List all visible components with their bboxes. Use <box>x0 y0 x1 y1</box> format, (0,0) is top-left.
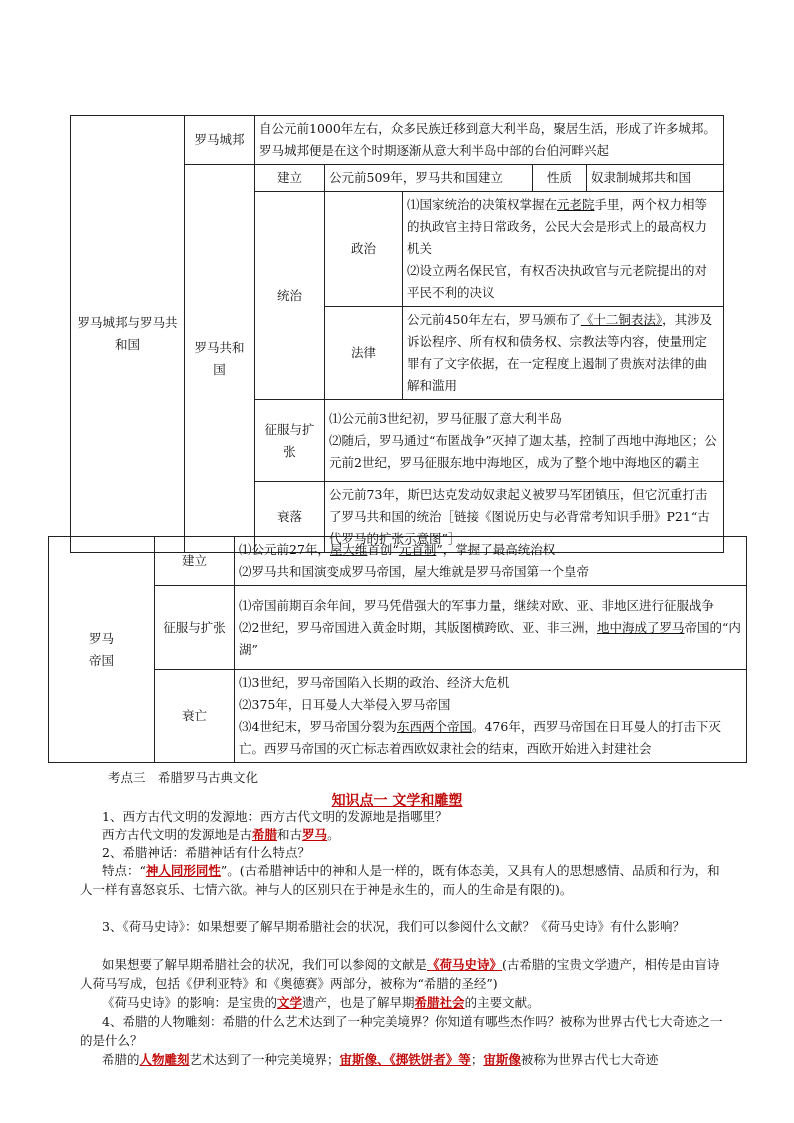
question-1: 1、西方古代文明的发源地：西方古代文明的发源地是指哪里？ <box>102 809 448 824</box>
establish-text: 公元前509年，罗马共和国建立 <box>325 165 533 192</box>
law-label: 法律 <box>325 307 403 400</box>
roman-republic-table <box>70 115 724 553</box>
rule-label: 统治 <box>255 192 325 400</box>
decline-label: 衰落 <box>255 482 325 553</box>
empire-decline-label: 衰亡 <box>155 670 235 763</box>
empire-establish-text: ⑴公元前27年，屋大维首创“元首制”，掌握了最高统治权 ⑵罗马共和国演变成罗马帝国，屋大维就是罗马帝国第一个皇帝 <box>235 537 747 586</box>
politics-label: 政治 <box>325 192 403 307</box>
section-label-empire: 罗马帝国 <box>49 537 155 763</box>
law-text: 公元前450年左右，罗马颁布了《十二铜表法》，其涉及诉讼程序、所有权和债务权、宗教法等内容，使量刑定罪有了文字依据，在一定程度上遏制了贵族对法律的曲解和滥用 <box>403 307 724 400</box>
establish-label: 建立 <box>255 165 325 192</box>
politics-text: ⑴国家统治的决策权掌握在元老院手里，两个权力相等的执政官主持日常政务，公民大会是形式上的最高权力机关 ⑵设立两名保民官，有权否决执政官与元老院提出的对平民不利的决议 <box>403 192 724 307</box>
city-state-label: 罗马城邦 <box>185 116 255 165</box>
empire-decline-text: ⑴3世纪，罗马帝国陷入长期的政治、经济大危机 ⑵375年，日耳曼人大举侵入罗马帝国 ⑶4世纪末，罗马帝国分裂为东西两个帝国。476年，西罗马帝国在日耳曼人的打击下灭亡。西罗马帝国的灭亡标志着西欧奴隶社会的结束，西欧开始进入封建社会 <box>235 670 747 763</box>
section-label-republic: 罗马城邦与罗马共和国 <box>71 116 185 553</box>
empire-conquest-label: 征服与扩张 <box>155 586 235 670</box>
republic-label: 罗马共和国 <box>185 165 255 553</box>
question-2: 2、希腊神话：希腊神话有什么特点？ <box>102 845 310 860</box>
empire-establish-label: 建立 <box>155 537 235 586</box>
answer-3: 如果想要了解早期希腊社会的状况，我们可以参阅的文献是《荷马史诗》(古希腊的宝贵文学遗产，相传是由盲诗人荷马写成，包括《伊利亚特》和《奥德赛》两部分，被称为“希腊的圣经”) <box>80 957 720 991</box>
answer-4: 希腊的人物雕刻艺术达到了一种完美境界；宙斯像、《掷铁饼者》等；宙斯像被称为世界古代七大奇迹 <box>102 1052 659 1067</box>
answer-2: 特点：“神人同形同性”。(古希腊神话中的神和人是一样的，既有体态美，又具有人的思想感情、品质和行为，和人一样有喜怒哀乐、七情六欲。神与人的区别只在于神是永生的，而人的生命是有限的)。 <box>80 863 720 897</box>
question-3: 3、《荷马史诗》：如果想要了解早期希腊社会的状况，我们可以参阅什么文献？《荷马史诗》有什么影响？ <box>102 919 685 934</box>
roman-empire-table <box>48 536 747 763</box>
city-state-text: 自公元前1000年左右，众多民族迁移到意大利半岛，聚居生活，形成了许多城邦。罗马城邦便是在这个时期逐渐从意大利半岛中部的台伯河畔兴起 <box>255 116 724 165</box>
nature-label: 性质 <box>533 165 587 192</box>
decline-text: 公元前73年，斯巴达克发动奴隶起义被罗马军团镇压，但它沉重打击了罗马共和国的统治［链接《图说历史与必背常考知识手册》P21“古代罗马的扩张示意图”］ <box>325 482 724 553</box>
conquest-label: 征服与扩张 <box>255 400 325 482</box>
empire-conquest-text: ⑴帝国前期百余年间，罗马凭借强大的军事力量，继续对欧、亚、非地区进行征服战争 ⑵2世纪，罗马帝国进入黄金时期，其版图横跨欧、亚、非三洲，地中海成了罗马帝国的“内湖” <box>235 586 747 670</box>
knowledge-title: 知识点一 文学和雕塑 <box>331 793 463 809</box>
answer-3-influence: 《荷马史诗》的影响：是宝贵的文学遗产，也是了解早期希腊社会的主要文献。 <box>102 995 540 1010</box>
answer-1: 西方古代文明的发源地是古希腊和古罗马。 <box>102 827 340 842</box>
conquest-text: ⑴公元前3世纪初，罗马征服了意大利半岛 ⑵随后，罗马通过“布匿战争”灭掉了迦太基，控制了西地中海地区；公元前2世纪，罗马征服东地中海地区，成为了整个地中海地区的霸主 <box>325 400 724 482</box>
nature-text: 奴隶制城邦共和国 <box>587 165 724 192</box>
kaodian-heading: 考点三 希腊罗马古典文化 <box>108 770 259 785</box>
question-4: 4、希腊的人物雕刻：希腊的什么艺术达到了一种完美境界？你知道有哪些杰作吗？被称为世界古代七大奇迹之一的是什么？ <box>80 1014 723 1048</box>
